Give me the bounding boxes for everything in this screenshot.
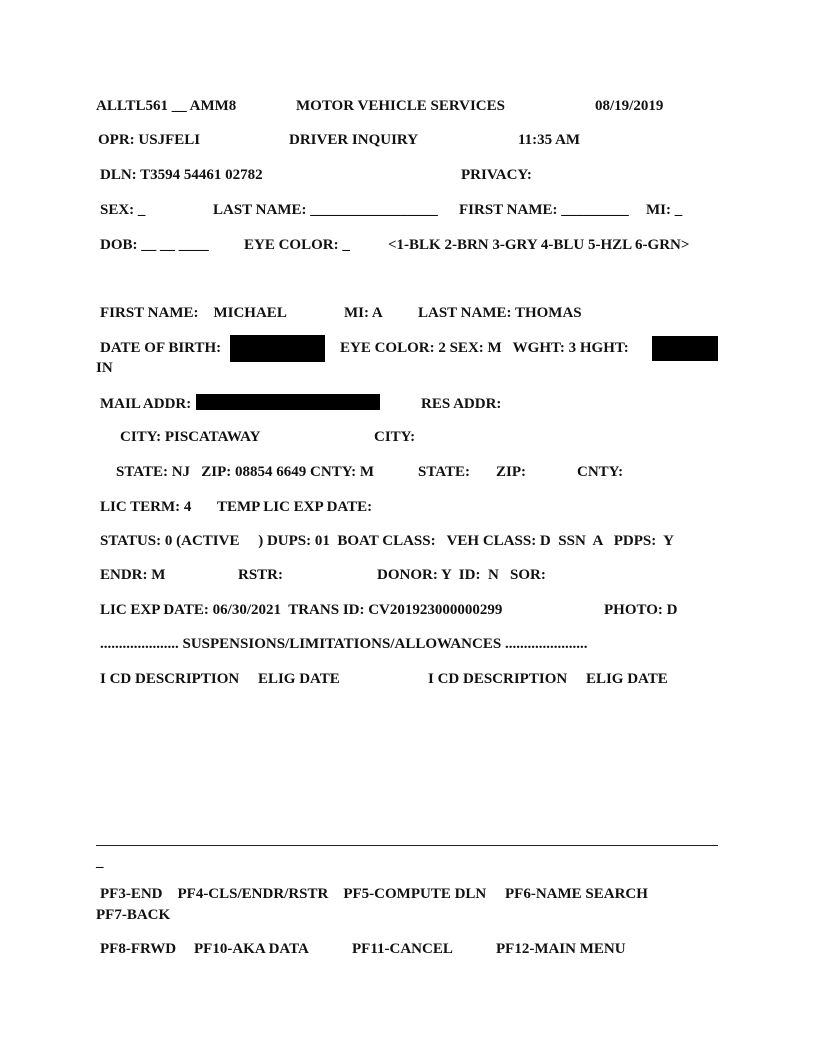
mail-state-zip-county: STATE: NJ ZIP: 08854 6649 CNTY: M	[116, 464, 375, 480]
res-state: STATE:	[418, 464, 470, 480]
system-title: MOTOR VEHICLE SERVICES	[296, 98, 505, 114]
operator-id: OPR: USJFELI	[98, 132, 201, 148]
res-county: CNTY:	[577, 464, 624, 480]
eye-color-input[interactable]: EYE COLOR: _	[244, 237, 350, 253]
dln-field[interactable]: DLN: T3594 54461 02782	[100, 167, 263, 183]
suspensions-title: ..................... SUSPENSIONS/LIMITATIONS/ALLOWANCES ......................	[100, 636, 588, 652]
mail-city: CITY: PISCATAWAY	[120, 429, 261, 445]
height-redaction	[652, 336, 718, 361]
temp-license-exp: TEMP LIC EXP DATE:	[217, 499, 373, 515]
record-dob-label: DATE OF BIRTH:	[100, 340, 222, 356]
record-last-name: LAST NAME: THOMAS	[418, 305, 582, 321]
eye-color-codes: <1-BLK 2-BRN 3-GRY 4-BLU 5-HZL 6-GRN>	[388, 237, 690, 253]
record-mi: MI: A	[344, 305, 383, 321]
endorsement: ENDR: M	[100, 567, 166, 583]
res-address-label: RES ADDR:	[421, 396, 502, 412]
pf11-cancel-key[interactable]: PF11-CANCEL	[352, 941, 453, 957]
mail-address-label: MAIL ADDR:	[100, 396, 192, 412]
header-date: 08/19/2019	[595, 98, 664, 114]
donor-id-sor: DONOR: Y ID: N SOR:	[377, 567, 546, 583]
screen-id: ALLTL561 __ AMM8	[96, 98, 237, 114]
record-eye-sex-weight: EYE COLOR: 2 SEX: M WGHT: 3 HGHT:	[340, 340, 629, 356]
license-term: LIC TERM: 4	[100, 499, 192, 515]
screen-title: DRIVER INQUIRY	[289, 132, 419, 148]
pf8-forward-key[interactable]: PF8-FRWD	[100, 941, 177, 957]
photo-code: PHOTO: D	[604, 602, 678, 618]
height-unit: IN	[96, 360, 113, 376]
license-exp-trans-id: LIC EXP DATE: 06/30/2021 TRANS ID: CV201923000000299	[100, 602, 503, 618]
pf12-main-menu-key[interactable]: PF12-MAIN MENU	[496, 941, 626, 957]
footer-continuation: _	[96, 854, 104, 870]
sex-input[interactable]: SEX: _	[100, 202, 146, 218]
pf10-aka-key[interactable]: PF10-AKA DATA	[194, 941, 309, 957]
last-name-input[interactable]: LAST NAME: _________________	[213, 202, 438, 218]
mi-input[interactable]: MI: _	[646, 202, 683, 218]
mail-address-redaction	[196, 394, 380, 410]
header-time: 11:35 AM	[518, 132, 581, 148]
res-zip: ZIP:	[496, 464, 526, 480]
record-first-name: FIRST NAME: MICHAEL	[100, 305, 287, 321]
res-city: CITY:	[374, 429, 416, 445]
pf7-back-key[interactable]: PF7-BACK	[96, 907, 171, 923]
pf-keys-line-1[interactable]: PF3-END PF4-CLS/ENDR/RSTR PF5-COMPUTE DLN PF6-NAME SEARCH	[100, 886, 648, 902]
restriction: RSTR:	[238, 567, 284, 583]
privacy-field[interactable]: PRIVACY:	[461, 167, 532, 183]
footer-divider	[96, 845, 718, 846]
first-name-input[interactable]: FIRST NAME: _________	[459, 202, 629, 218]
suspensions-columns-left: I CD DESCRIPTION ELIG DATE	[100, 671, 340, 687]
dob-redaction	[230, 335, 325, 362]
suspensions-columns-right: I CD DESCRIPTION ELIG DATE	[428, 671, 668, 687]
dob-input[interactable]: DOB: __ __ ____	[100, 237, 209, 253]
status-line: STATUS: 0 (ACTIVE ) DUPS: 01 BOAT CLASS: VEH CLASS: D SSN A PDPS: Y	[100, 533, 674, 549]
